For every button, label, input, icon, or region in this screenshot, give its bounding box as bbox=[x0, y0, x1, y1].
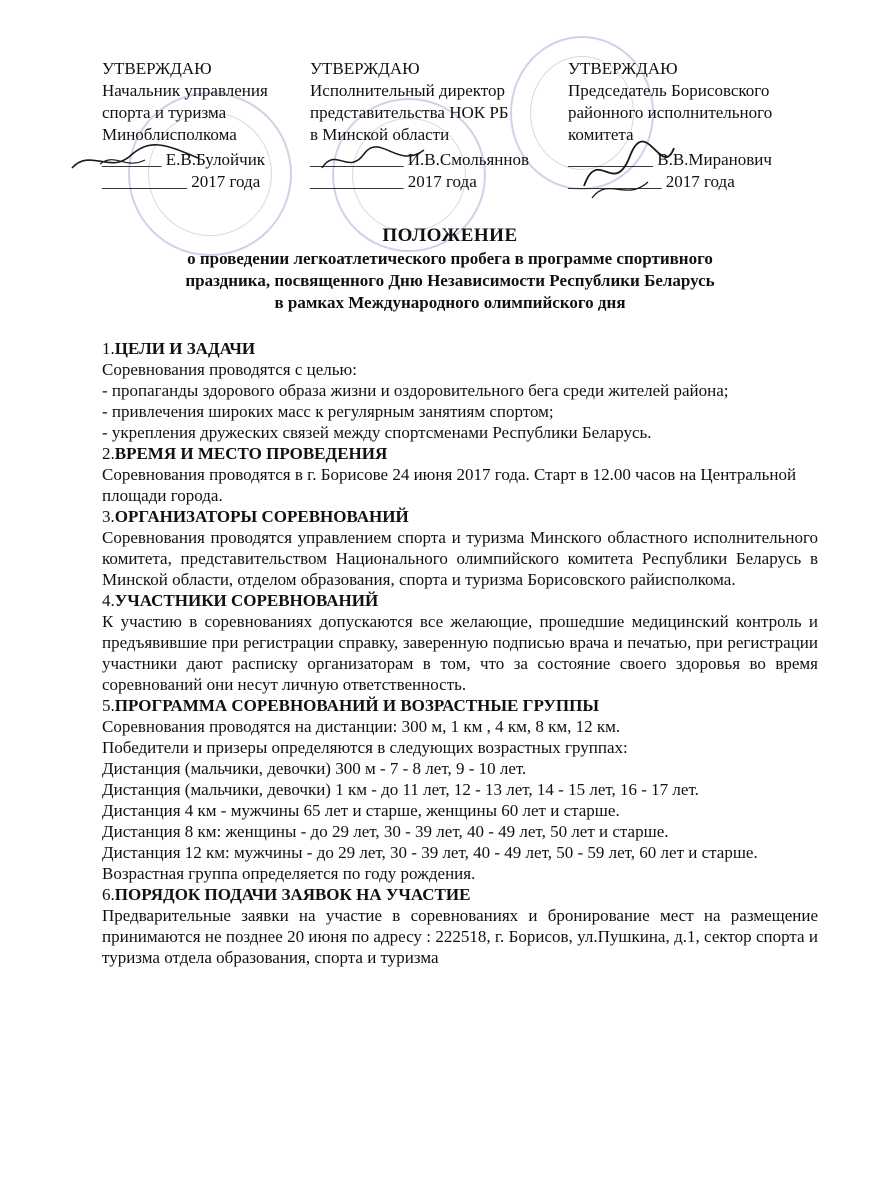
approval-position-line: представительства НОК РБ bbox=[310, 103, 509, 122]
approval-block-1 bbox=[102, 58, 302, 193]
approval-date-line: ___________ 2017 года bbox=[310, 172, 477, 191]
section-number: 5. bbox=[102, 696, 115, 715]
title-sub-line: в рамках Международного олимпийского дня bbox=[274, 293, 626, 312]
approval-word: УТВЕРЖДАЮ bbox=[102, 59, 212, 78]
paragraph: Дистанция 8 км: женщины - до 29 лет, 30 - 39 лет, 40 - 49 лет, 50 лет и старше. bbox=[102, 822, 669, 841]
paragraph: Соревнования проводятся с целью: bbox=[102, 360, 357, 379]
document-title bbox=[100, 224, 800, 314]
approval-date-line: __________ 2017 года bbox=[102, 172, 261, 191]
approval-position-line: спорта и туризма bbox=[102, 103, 227, 122]
paragraph: Дистанция (мальчики, девочки) 300 м - 7 - 8 лет, 9 - 10 лет. bbox=[102, 759, 527, 778]
section-name: ВРЕМЯ И МЕСТО ПРОВЕДЕНИЯ bbox=[114, 444, 388, 463]
section-heading-6 bbox=[102, 884, 818, 905]
section-number: 1. bbox=[102, 339, 115, 358]
paragraph: К участию в соревнованиях допускаются все желающие, прошедшие медицинский контроль и предъявившие при регистрации справку, заверенную подписью врача и печатью, при регистрации участники дают расписку организаторам в том, что за состояние своего здоровья во время соревнований они несут личную ответственность. bbox=[102, 612, 818, 694]
paragraph: Соревнования проводятся управлением спорта и туризма Минского областного исполнительного комитета, представительством Национального олимпийского комитета Республики Беларусь в Минской области, отделом образования, спорта и туризма Борисовского райисполкома. bbox=[102, 528, 818, 589]
section-heading-1 bbox=[102, 338, 818, 359]
paragraph: Соревнования проводятся на дистанции: 300 м, 1 км , 4 км, 8 км, 12 км. bbox=[102, 717, 621, 736]
approval-position-line: районного исполнительного bbox=[568, 103, 773, 122]
approval-block-3 bbox=[568, 58, 828, 193]
paragraph: - пропаганды здорового образа жизни и оздоровительного бега среди жителей района; bbox=[102, 381, 729, 400]
paragraph: Возрастная группа определяется по году рождения. bbox=[102, 864, 476, 883]
section-name: ПОРЯДОК ПОДАЧИ ЗАЯВОК НА УЧАСТИЕ bbox=[114, 885, 471, 904]
approval-signature-line: _______ Е.В.Булойчик bbox=[102, 150, 266, 169]
title-main: ПОЛОЖЕНИЕ bbox=[382, 225, 518, 246]
section-heading-5 bbox=[102, 695, 818, 716]
section-name: ПРОГРАММА СОРЕВНОВАНИЙ И ВОЗРАСТНЫЕ ГРУППЫ bbox=[114, 696, 600, 715]
paragraph: Дистанция 12 км: мужчины - до 29 лет, 30 - 39 лет, 40 - 49 лет, 50 - 59 лет, 60 лет и старше. bbox=[102, 843, 758, 862]
approval-signature-line: __________ В.В.Миранович bbox=[568, 150, 772, 169]
paragraph: Победители и призеры определяются в следующих возрастных группах: bbox=[102, 738, 628, 757]
section-number: 4. bbox=[102, 591, 115, 610]
section-number: 6. bbox=[102, 885, 115, 904]
paragraph: Предварительные заявки на участие в соревнованиях и бронирование мест на размещение принимаются не позднее 20 июня по адресу : 222518, г. Борисов, ул.Пушкина, д.1, сектор спорта и туризма отдела образования, спорта и туризма bbox=[102, 906, 818, 967]
section-heading-2 bbox=[102, 443, 818, 464]
approval-signature-line: ___________ И.В.Смольяннов bbox=[310, 150, 530, 169]
paragraph: - привлечения широких масс к регулярным занятиям спортом; bbox=[102, 402, 554, 421]
title-sub-line: о проведении легкоатлетического пробега в программе спортивного bbox=[187, 249, 713, 268]
approval-word: УТВЕРЖДАЮ bbox=[310, 59, 420, 78]
section-number: 3. bbox=[102, 507, 115, 526]
section-name: УЧАСТНИКИ СОРЕВНОВАНИЙ bbox=[114, 591, 379, 610]
approval-position-line: Председатель Борисовского bbox=[568, 81, 770, 100]
section-name: ОРГАНИЗАТОРЫ СОРЕВНОВАНИЙ bbox=[114, 507, 409, 526]
approvals-header bbox=[102, 58, 822, 198]
approval-position-line: Начальник управления bbox=[102, 81, 268, 100]
title-sub-line: праздника, посвященного Дню Независимости Республики Беларусь bbox=[185, 271, 715, 290]
section-name: ЦЕЛИ И ЗАДАЧИ bbox=[114, 339, 256, 358]
approval-word: УТВЕРЖДАЮ bbox=[568, 59, 678, 78]
paragraph: Соревнования проводятся в г. Борисове 24 июня 2017 года. Старт в 12.00 часов на Центральной площади города. bbox=[102, 465, 797, 505]
paragraph: - укрепления дружеских связей между спортсменами Республики Беларусь. bbox=[102, 423, 652, 442]
approval-date-line: ___________ 2017 года bbox=[568, 172, 735, 191]
section-heading-4 bbox=[102, 590, 818, 611]
section-heading-3 bbox=[102, 506, 818, 527]
approval-position-line: Исполнительный директор bbox=[310, 81, 505, 100]
approval-position-line: Миноблисполкома bbox=[102, 125, 237, 144]
approval-position-line: в Минской области bbox=[310, 125, 450, 144]
approval-block-2 bbox=[310, 58, 560, 193]
approval-position-line: комитета bbox=[568, 125, 634, 144]
paragraph: Дистанция (мальчики, девочки) 1 км - до 11 лет, 12 - 13 лет, 14 - 15 лет, 16 - 17 лет. bbox=[102, 780, 699, 799]
section-number: 2. bbox=[102, 444, 115, 463]
paragraph: Дистанция 4 км - мужчины 65 лет и старше, женщины 60 лет и старше. bbox=[102, 801, 620, 820]
document-body bbox=[102, 338, 818, 968]
